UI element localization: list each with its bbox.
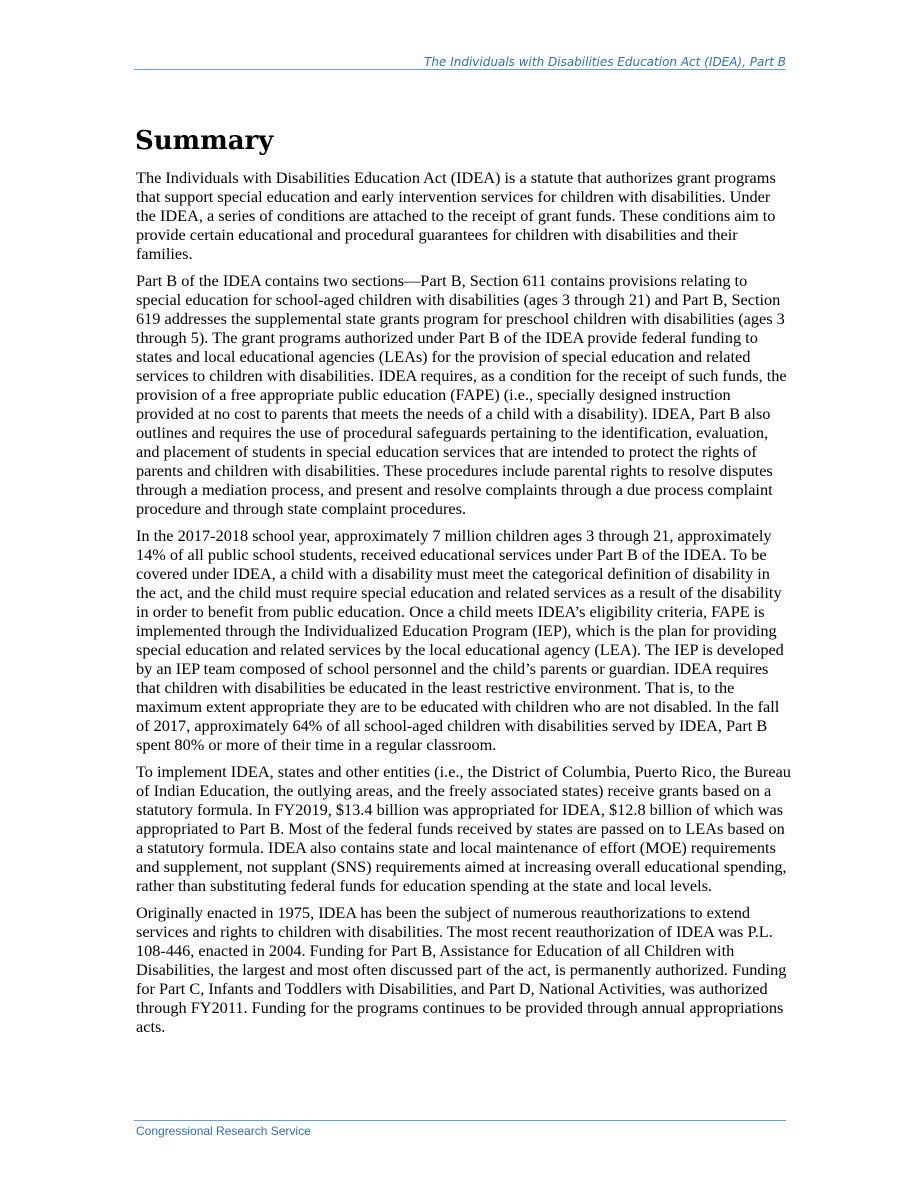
section-heading: Summary [135, 126, 274, 156]
summary-body [136, 168, 792, 1044]
paragraph-history: Originally enacted in 1975, IDEA has been the subject of numerous reauthorizations to extend services and rights to children with disabilities. The most recent reauthorization of IDEA was P.L. 108-446, enacted in 2004. Funding for Part B, Assistance for Education of all Children with Disabilities, the largest and most often discussed part of the act, is permanently authorized. Funding for Part C, Infants and Toddlers with Disabilities, and Part D, National Activities, was authorized through FY2011. Funding for the programs continues to be provided through annual appropriations acts. [136, 903, 787, 1036]
footer-rule [134, 1120, 786, 1121]
header-rule [134, 69, 786, 70]
running-header: The Individuals with Disabilities Education Act (IDEA), Part B [424, 55, 786, 69]
paragraph-part-b-sections: Part B of the IDEA contains two sections—Part B, Section 611 contains provisions relating to special education for school-aged children with disabilities (ages 3 through 21) and Part B, Section 619 addresses the supplemental state grants program for preschool children with disabilities (ages 3 through 5). The grant programs authorized under Part B of the IDEA provide federal funding to states and local educational agencies (LEAs) for the provision of special education and related services to children with disabilities. IDEA requires, as a condition for the receipt of such funds, the provision of a free appropriate public education (FAPE) (i.e., specially designed instruction provided at no cost to parents that meets the needs of a child with a disability). IDEA, Part B also outlines and requires the use of procedural safeguards pertaining to the identification, evaluation, and placement of students in special education services that are intended to protect the rights of parents and children with disabilities. These procedures include parental rights to resolve disputes through a mediation process, and present and resolve complaints through a due process complaint procedure and through state complaint procedures. [136, 271, 787, 518]
running-footer: Congressional Research Service [136, 1124, 311, 1138]
paragraph-funding: To implement IDEA, states and other entities (i.e., the District of Columbia, Puerto Rico, the Bureau of Indian Education, the outlying areas, and the freely associated states) receive grants based on a statutory formula. In FY2019, $13.4 billion was appropriated for IDEA, $12.8 billion of which was appropriated to Part B. Most of the federal funds received by states are passed on to LEAs based on a statutory formula. IDEA also contains state and local maintenance of effort (MOE) requirements and supplement, not supplant (SNS) requirements aimed at increasing overall educational spending, rather than substituting federal funds for education spending at the state and local levels. [136, 762, 791, 895]
paragraph-eligibility: In the 2017-2018 school year, approximately 7 million children ages 3 through 21, approximately 14% of all public school students, received educational services under Part B of the IDEA. To be covered under IDEA, a child with a disability must meet the categorical definition of disability in the act, and the child must require special education and related services as a result of the disability in order to benefit from public education. Once a child meets IDEA’s eligibility criteria, FAPE is implemented through the Individualized Education Program (IEP), which is the plan for providing special education and related services by the local educational agency (LEA). The IEP is developed by an IEP team composed of school personnel and the child’s parents or guardian. IDEA requires that children with disabilities be educated in the least restrictive environment. That is, to the maximum extent appropriate they are to be educated with children who are not disabled. In the fall of 2017, approximately 64% of all school-aged children with disabilities served by IDEA, Part B spent 80% or more of their time in a regular classroom. [136, 526, 784, 754]
paragraph-intro: The Individuals with Disabilities Education Act (IDEA) is a statute that authorizes grant programs that support special education and early intervention services for children with disabilities. Under the IDEA, a series of conditions are attached to the receipt of grant funds. These conditions aim to provide certain educational and procedural guarantees for children with disabilities and their families. [136, 168, 776, 263]
